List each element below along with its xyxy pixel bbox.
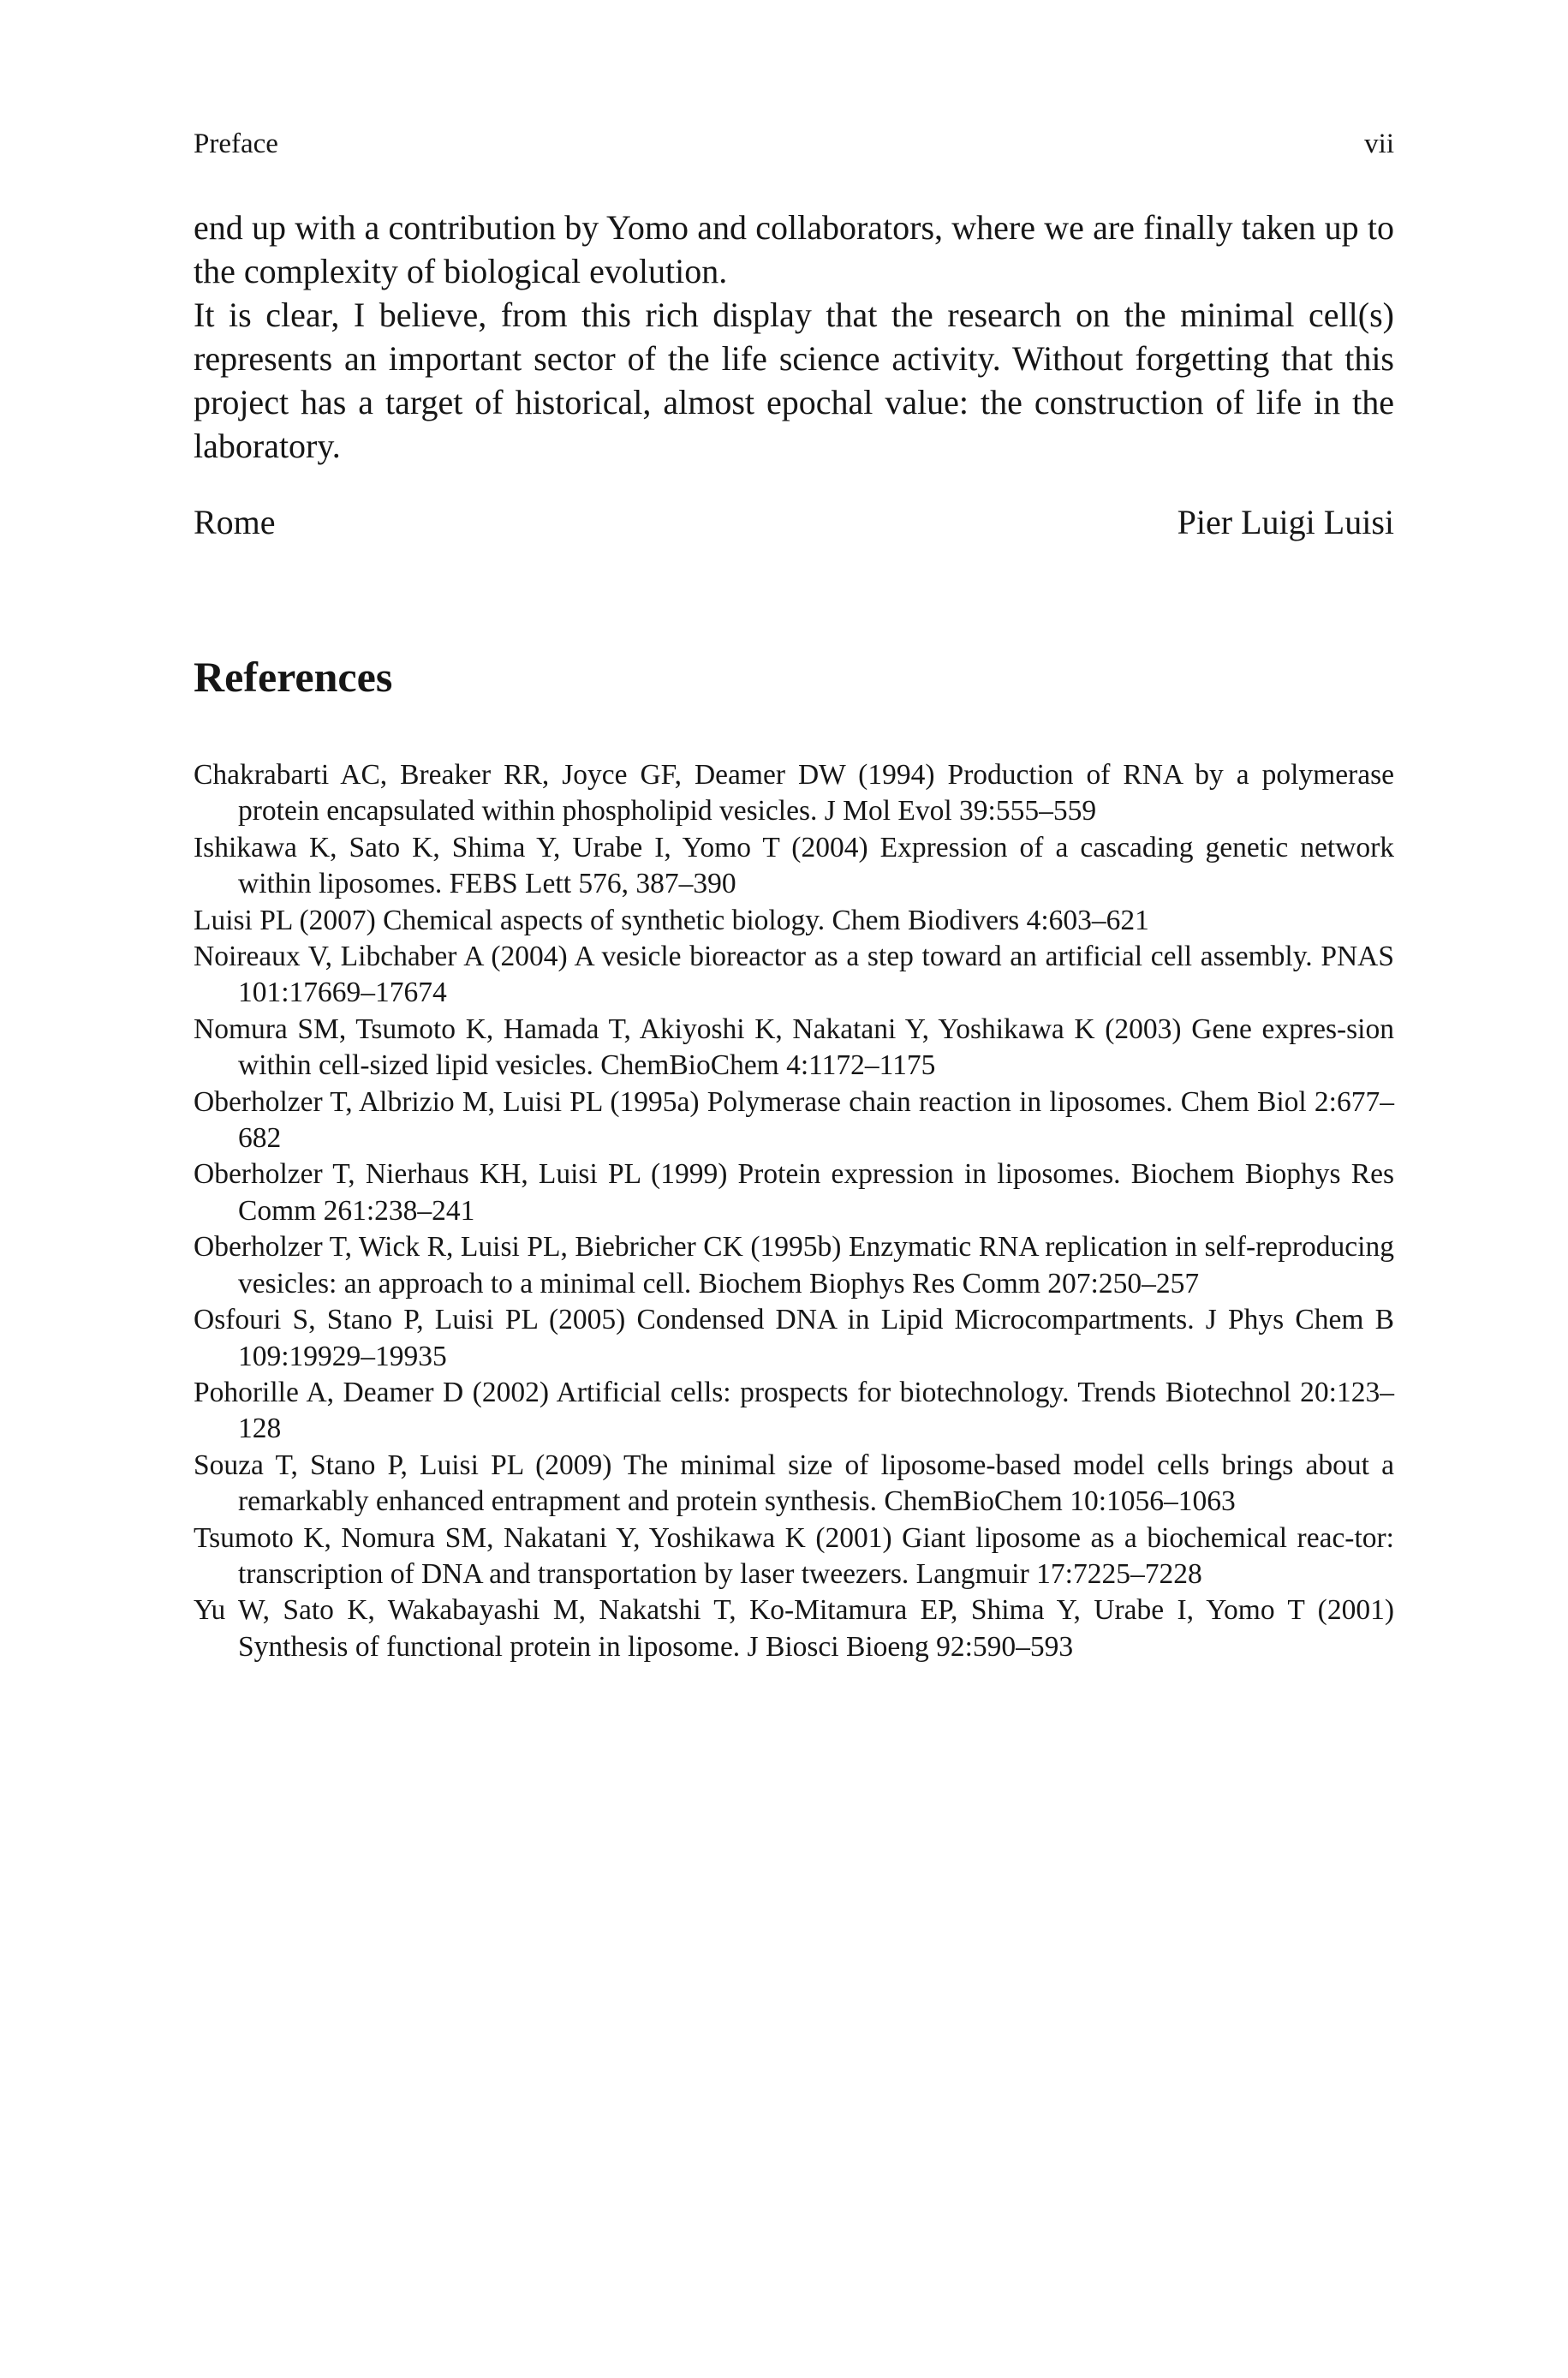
reference-item: Osfouri S, Stano P, Luisi PL (2005) Condensed DNA in Lipid Microcompartments. J Phys Chem B 109:19929–19935 (194, 1304, 1394, 1372)
reference-item: Luisi PL (2007) Chemical aspects of synthetic biology. Chem Biodivers 4:603–621 (194, 904, 1149, 936)
reference-item: Souza T, Stano P, Luisi PL (2009) The minimal size of liposome-based model cells brings about a remarkably enhanced entrapment and protein synthesis. ChemBioChem 10:1056–1063 (194, 1449, 1394, 1518)
reference-item: Tsumoto K, Nomura SM, Nakatani Y, Yoshikawa K (2001) Giant liposome as a biochemical reac-tor: transcription of DNA and transportation by laser tweezers. Langmuir 17:7225–7228 (194, 1521, 1394, 1590)
reference-item: Oberholzer T, Albrizio M, Luisi PL (1995a) Polymerase chain reaction in liposomes. Chem Biol 2:677–682 (194, 1085, 1394, 1155)
reference-item: Nomura SM, Tsumoto K, Hamada T, Akiyoshi K, Nakatani Y, Yoshikawa K (2003) Gene expres-sion within cell-sized lipid vesicles. ChemBioChem 4:1172–1175 (194, 1013, 1394, 1082)
reference-item: Pohorille A, Deamer D (2002) Artificial cells: prospects for biotechnology. Trends Biotechnol 20:123–128 (194, 1376, 1394, 1445)
reference-item: Chakrabarti AC, Breaker RR, Joyce GF, Deamer DW (1994) Production of RNA by a polymerase protein encapsulated within phospholipid vesicles. J Mol Evol 39:555–559 (194, 759, 1394, 828)
signature-line (194, 500, 1394, 545)
body-paragraph: end up with a contribution by Yomo and collaborators, where we are finally taken up to the complexity of biological evolution. (194, 208, 1394, 290)
reference-item: Oberholzer T, Nierhaus KH, Luisi PL (1999) Protein expression in liposomes. Biochem Biophys Res Comm 261:238–241 (194, 1158, 1394, 1227)
page-number: vii (1364, 128, 1394, 159)
reference-item: Yu W, Sato K, Wakabayashi M, Nakatshi T, Ko-Mitamura EP, Shima Y, Urabe I, Yomo T (2001) Synthesis of functional protein in liposome. J Biosci Bioeng 92:590–593 (194, 1594, 1394, 1663)
body-paragraph: It is clear, I believe, from this rich display that the research on the minimal cell(s) represents an important sector of the life science activity. Without forgetting that this project has a target of historical, almost epochal value: the construction of life in the laboratory. (194, 296, 1394, 465)
reference-item: Noireaux V, Libchaber A (2004) A vesicle bioreactor as a step toward an artificial cell assembly. PNAS 101:17669–17674 (194, 941, 1394, 1009)
reference-list (194, 757, 1394, 1665)
running-head (194, 125, 1394, 163)
preface-body (194, 206, 1394, 468)
signature-place: Rome (194, 503, 276, 541)
reference-item: Ishikawa K, Sato K, Shima Y, Urabe I, Yomo T (2004) Expression of a cascading genetic network within liposomes. FEBS Lett 576, 387–390 (194, 831, 1394, 900)
reference-item: Oberholzer T, Wick R, Luisi PL, Biebricher CK (1995b) Enzymatic RNA replication in self-reproducing vesicles: an approach to a minimal cell. Biochem Biophys Res Comm 207:250–257 (194, 1231, 1394, 1300)
book-page (194, 0, 1394, 2378)
references-heading: References (194, 653, 393, 701)
signature-author: Pier Luigi Luisi (1177, 503, 1394, 541)
running-head-title: Preface (194, 128, 278, 159)
